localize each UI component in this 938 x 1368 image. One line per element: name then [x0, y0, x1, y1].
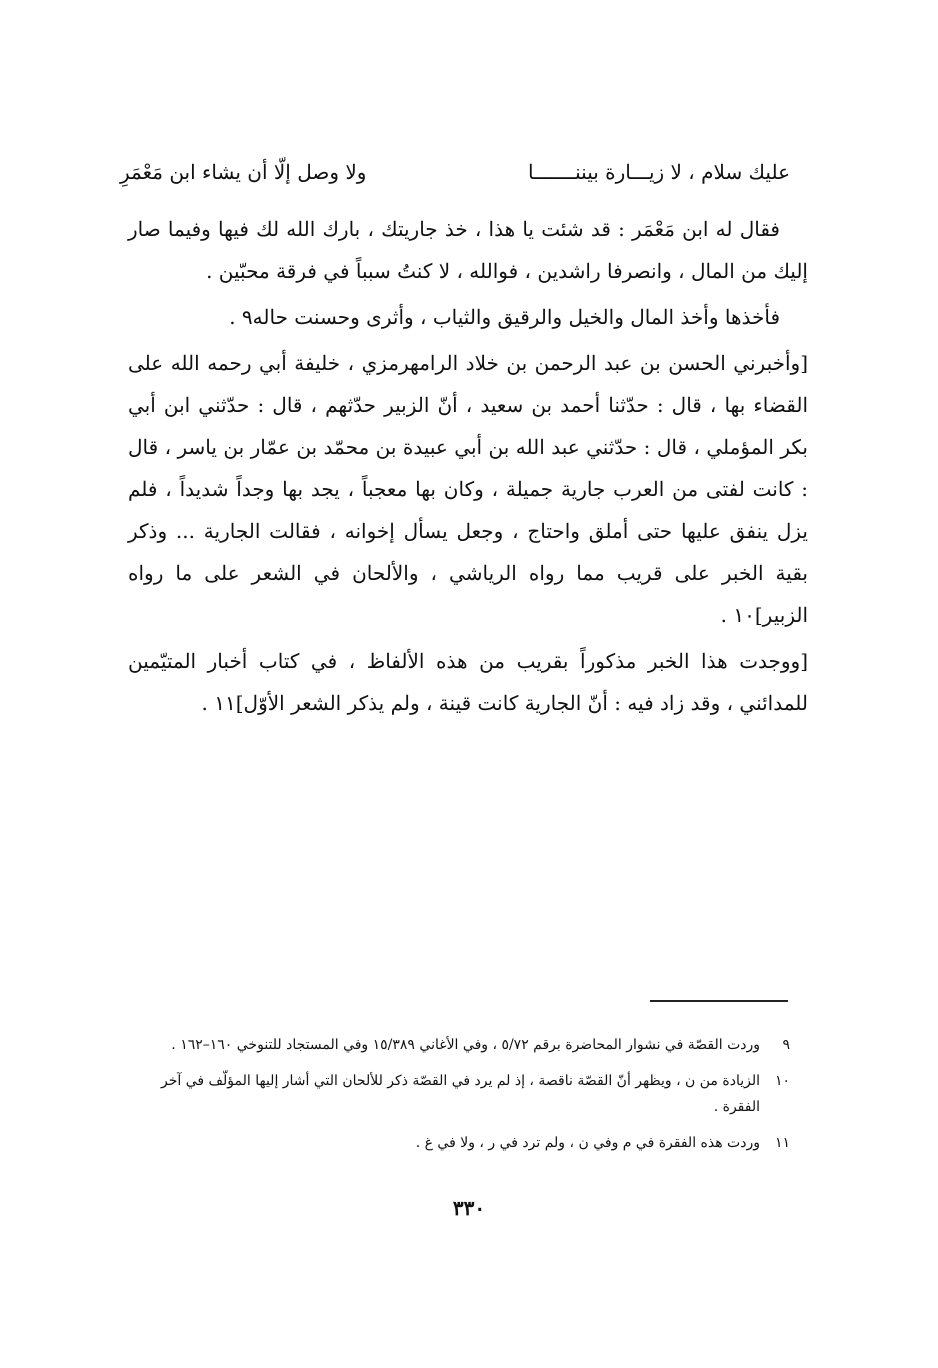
page-number: ٣٣٠ [452, 1196, 486, 1220]
footnote-number: ٩ [782, 1037, 790, 1053]
paragraph-3: [وأخبرني الحسن بن عبد الرحمن بن خلاد الرامهرمزي ، خليفة أبي رحمه الله على القضاء بها ، قال : حدّثنا أحمد بن سعيد ، أنّ الزبير حدّثهم ، قال : حدّثني ابن أبي بكر المؤملي ، قال : حدّثني عبد الله بن أبي عبيدة بن محمّد بن عمّار بن ياسر ، قال : كانت لفتى من العرب جارية جميلة ، وكان بها معجباً ، يجد بها وجداً شديداً ، فلم يزل ينفق عليها حتى أملق واحتاج ، وجعل يسأل إخوانه ، فقالت الجارية ... وذكر بقية الخبر على قريب مما رواه الرياشي ، والألحان في الشعر على ما رواه الزبير]١٠ . [128, 351, 808, 627]
paragraph-4: [ووجدت هذا الخبر مذكوراً بقريب من هذه الألفاظ ، في كتاب أخبار المتيّمين للمدائني ، وقد زاد فيه : أنّ الجارية كانت قينة ، ولم يذكر الشعر الأوّل]١١ . [128, 649, 808, 715]
verse-right-hemistich: عليك سلام ، لا زيـــارة بيننـــــــا [528, 160, 790, 184]
footnote-number: ١٠ [774, 1073, 790, 1089]
footnote-item [125, 1068, 790, 1120]
footnote-item [125, 1032, 790, 1058]
main-text [128, 208, 808, 728]
footnote-number: ١١ [774, 1135, 790, 1151]
footnote-text: وردت هذه الفقرة في م وفي ن ، ولم ترد في ر ، ولا في غ . [415, 1135, 760, 1151]
footnotes [125, 1032, 790, 1166]
paragraph-2: فأخذها وأخذ المال والخيل والرقيق والثياب ، وأثرى وحسنت حاله٩ . [229, 305, 780, 329]
footnote-text: الزيادة من ن ، ويظهر أنّ القصّة ناقصة ، إذ لم يرد في القصّة ذكر للألحان التي أشار إليها المؤلّف في آخر الفقرة . [161, 1073, 760, 1115]
poetry-verse [120, 152, 790, 192]
paragraph-1: فقال له ابن مَعْمَر : قد شئت يا هذا ، خذ جاريتك ، بارك الله لك فيها وفيما صار إليك من المال ، وانصرفا راشدين ، فوالله ، لا كنتُ سبباً في فرقة محبّين . [128, 217, 808, 283]
footnote-item [125, 1130, 790, 1156]
footnote-text: وردت القصّة في نشوار المحاضرة برقم ٥/٧٢ ، وفي الأغاني ١٥/٣٨٩ وفي المستجاد للتنوخي ١٦٠–١٦٢ . [171, 1037, 760, 1053]
verse-left-hemistich: ولا وصل إلّا أن يشاء ابن مَعْمَرِ [120, 160, 367, 184]
footnote-separator [650, 1000, 788, 1002]
